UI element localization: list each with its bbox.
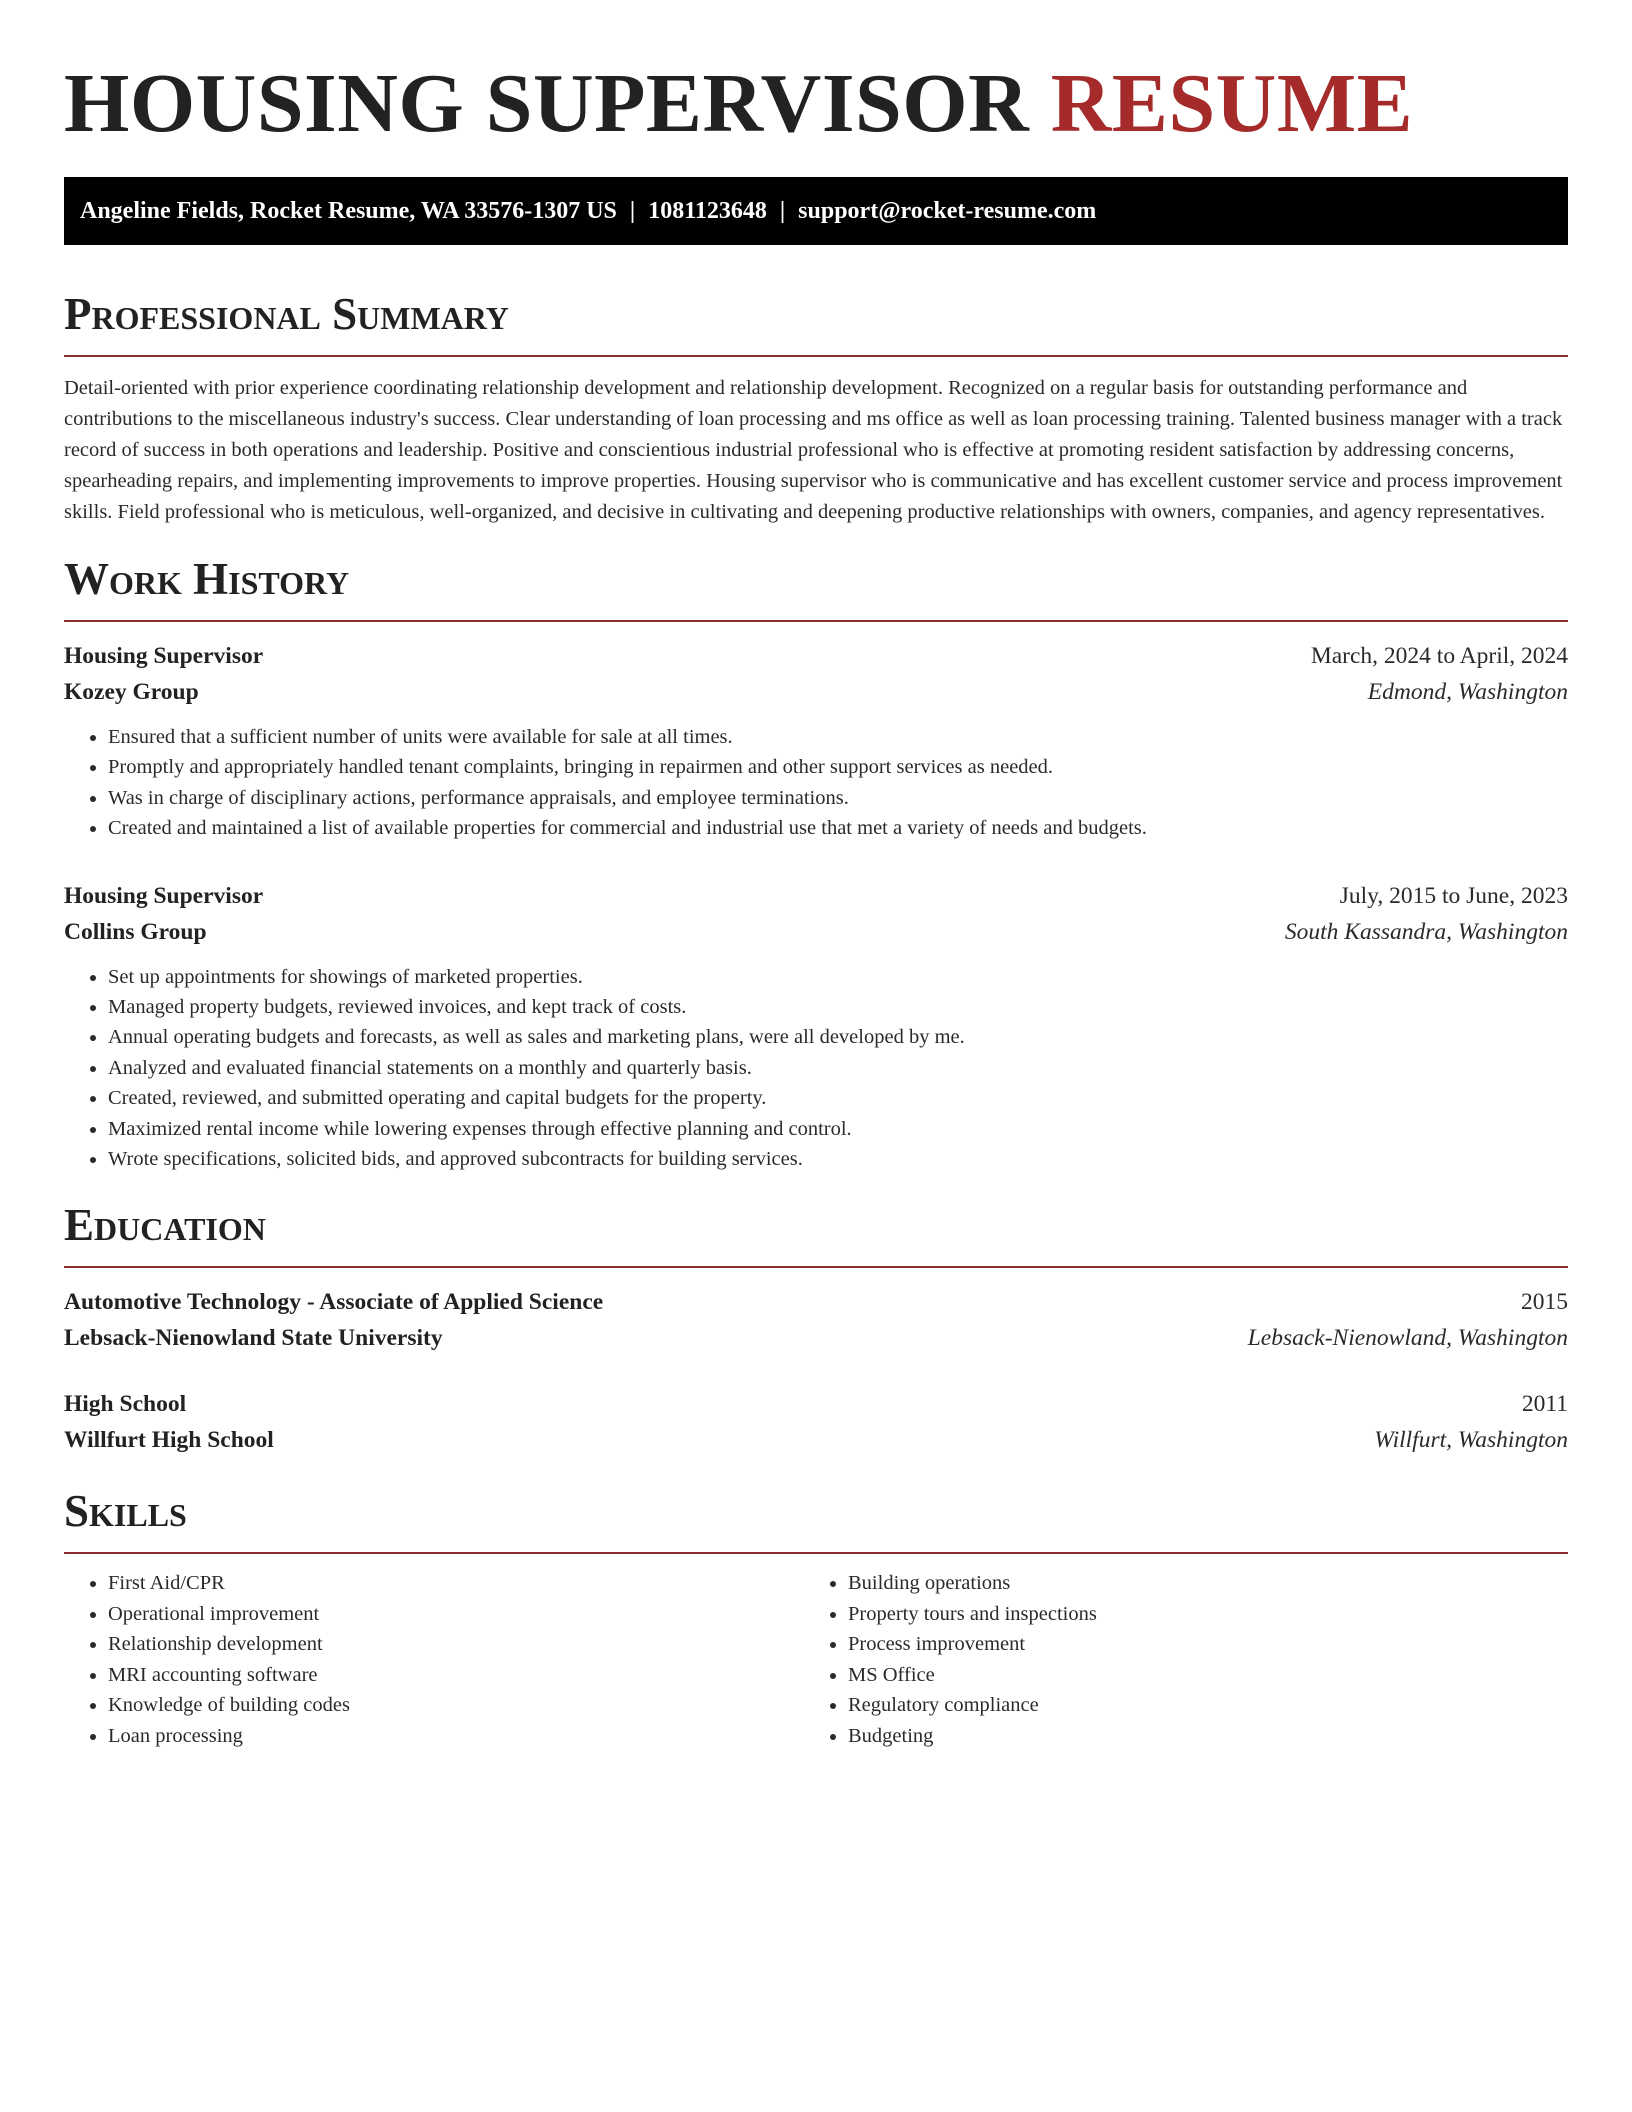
skill-item: • Loan processing	[108, 1721, 804, 1751]
job-bullet-list	[64, 962, 1568, 1175]
skills-column-left	[64, 1568, 804, 1750]
job-entry	[64, 878, 1568, 1175]
job-bullet: • Set up appointments for showings of marketed properties.	[108, 962, 1568, 992]
section-heading-summary: Professional Summary	[64, 289, 509, 339]
job-location: Edmond, Washington	[1367, 679, 1568, 705]
work-history-section	[64, 552, 1568, 1174]
job-bullet: • Created and maintained a list of available properties for commercial and industrial use that met a variety of needs and budgets.	[108, 813, 1568, 843]
summary-text: Detail-oriented with prior experience coordinating relationship development and relationship development. Recognized on a regular basis for outstanding performance and contributions to the miscellaneous industry's success. Clear understanding of loan processing and ms office as well as loan processing training. Talented business manager with a track record of success in both operations and leadership. Positive and conscientious industrial professional who is effective at promoting resident satisfaction by addressing concerns, spearheading repairs, and implementing improvements to improve properties. Housing supervisor who is communicative and has excellent customer service and process improvement skills. Field professional who is meticulous, well-organized, and decisive in cultivating and deepening productive relationships with owners, companies, and agency representatives.	[64, 377, 1563, 523]
job-company: Kozey Group	[64, 679, 199, 705]
job-location: South Kassandra, Washington	[1284, 918, 1568, 945]
section-divider	[64, 355, 1568, 357]
summary-section	[64, 287, 1568, 528]
contact-separator: |	[779, 198, 786, 224]
resume-title	[64, 0, 1568, 150]
job-bullet: • Created, reviewed, and submitted operating and capital budgets for the property.	[108, 1083, 1568, 1113]
skill-item: • Knowledge of building codes	[108, 1690, 804, 1720]
job-bullet: • Wrote specifications, solicited bids, and approved subcontracts for building services.	[108, 1144, 1568, 1174]
job-bullet: • Promptly and appropriately handled tenant complaints, bringing in repairmen and other support services as needed.	[108, 752, 1568, 782]
job-entry	[64, 638, 1568, 844]
education-year: 2011	[1521, 1391, 1568, 1418]
job-title: Housing Supervisor	[64, 882, 264, 909]
contact-phone: 1081123648	[648, 198, 767, 224]
education-year: 2015	[1521, 1289, 1568, 1316]
section-heading-education: Education	[64, 1200, 266, 1251]
job-company-row	[64, 674, 1568, 710]
section-divider	[64, 620, 1568, 622]
education-school: Willfurt High School	[64, 1427, 274, 1454]
job-bullet: • Maximized rental income while lowering expenses through effective planning and control.	[108, 1114, 1568, 1144]
education-degree-row	[64, 1386, 1568, 1422]
education-location: Willfurt, Washington	[1374, 1427, 1568, 1454]
job-bullet-list	[64, 722, 1568, 844]
skill-item: • Relationship development	[108, 1629, 804, 1659]
skill-item: • Budgeting	[848, 1721, 1544, 1751]
skills-list	[804, 1568, 1544, 1750]
job-bullet: • Analyzed and evaluated financial statements on a monthly and quarterly basis.	[108, 1053, 1568, 1083]
education-degree-row	[64, 1284, 1568, 1320]
skill-item: • Operational improvement	[108, 1599, 804, 1629]
section-divider	[64, 1266, 1568, 1268]
job-bullet: • Was in charge of disciplinary actions, performance appraisals, and employee terminations.	[108, 783, 1568, 813]
skill-item: • MS Office	[848, 1660, 1544, 1690]
skills-column-right	[804, 1568, 1544, 1750]
contact-bar	[64, 177, 1568, 245]
title-accent: RESUME	[1050, 57, 1414, 150]
contact-address: Angeline Fields, Rocket Resume, WA 33576-1307 US	[80, 198, 617, 224]
education-entry	[64, 1284, 1568, 1356]
education-school: Lebsack-Nienowland State University	[64, 1325, 443, 1352]
education-school-row	[64, 1422, 1568, 1458]
job-company: Collins Group	[64, 918, 207, 945]
title-main: HOUSING SUPERVISOR	[64, 57, 1030, 150]
skill-item: • Process improvement	[848, 1629, 1544, 1659]
education-section	[64, 1198, 1568, 1458]
section-divider	[64, 1552, 1568, 1554]
skill-item: • First Aid/CPR	[108, 1568, 804, 1598]
skill-item: • Building operations	[848, 1568, 1544, 1598]
job-bullet: • Annual operating budgets and forecasts, as well as sales and marketing plans, were all developed by me.	[108, 1022, 1568, 1052]
contact-email: support@rocket-resume.com	[798, 198, 1097, 224]
job-dates: July, 2015 to June, 2023	[1339, 882, 1568, 909]
education-entry	[64, 1386, 1568, 1458]
education-school-row	[64, 1320, 1568, 1356]
skill-item: • Property tours and inspections	[848, 1599, 1544, 1629]
job-bullet: • Managed property budgets, reviewed invoices, and kept track of costs.	[108, 992, 1568, 1022]
education-degree: Automotive Technology - Associate of Applied Science	[64, 1289, 604, 1316]
contact-separator: |	[629, 198, 636, 224]
education-degree: High School	[64, 1391, 187, 1418]
skill-item: • Regulatory compliance	[848, 1690, 1544, 1720]
job-header-row	[64, 878, 1568, 914]
section-heading-skills: Skills	[64, 1486, 187, 1537]
job-dates: March, 2024 to April, 2024	[1310, 643, 1568, 669]
skills-list	[64, 1568, 804, 1750]
job-company-row	[64, 914, 1568, 950]
skill-item: • MRI accounting software	[108, 1660, 804, 1690]
education-location: Lebsack-Nienowland, Washington	[1247, 1325, 1568, 1352]
job-title: Housing Supervisor	[64, 643, 264, 669]
job-bullet: • Ensured that a sufficient number of units were available for sale at all times.	[108, 722, 1568, 752]
skills-section	[64, 1484, 1568, 1750]
job-header-row	[64, 638, 1568, 674]
section-heading-work: Work History	[64, 554, 350, 604]
skills-grid	[64, 1568, 1568, 1750]
